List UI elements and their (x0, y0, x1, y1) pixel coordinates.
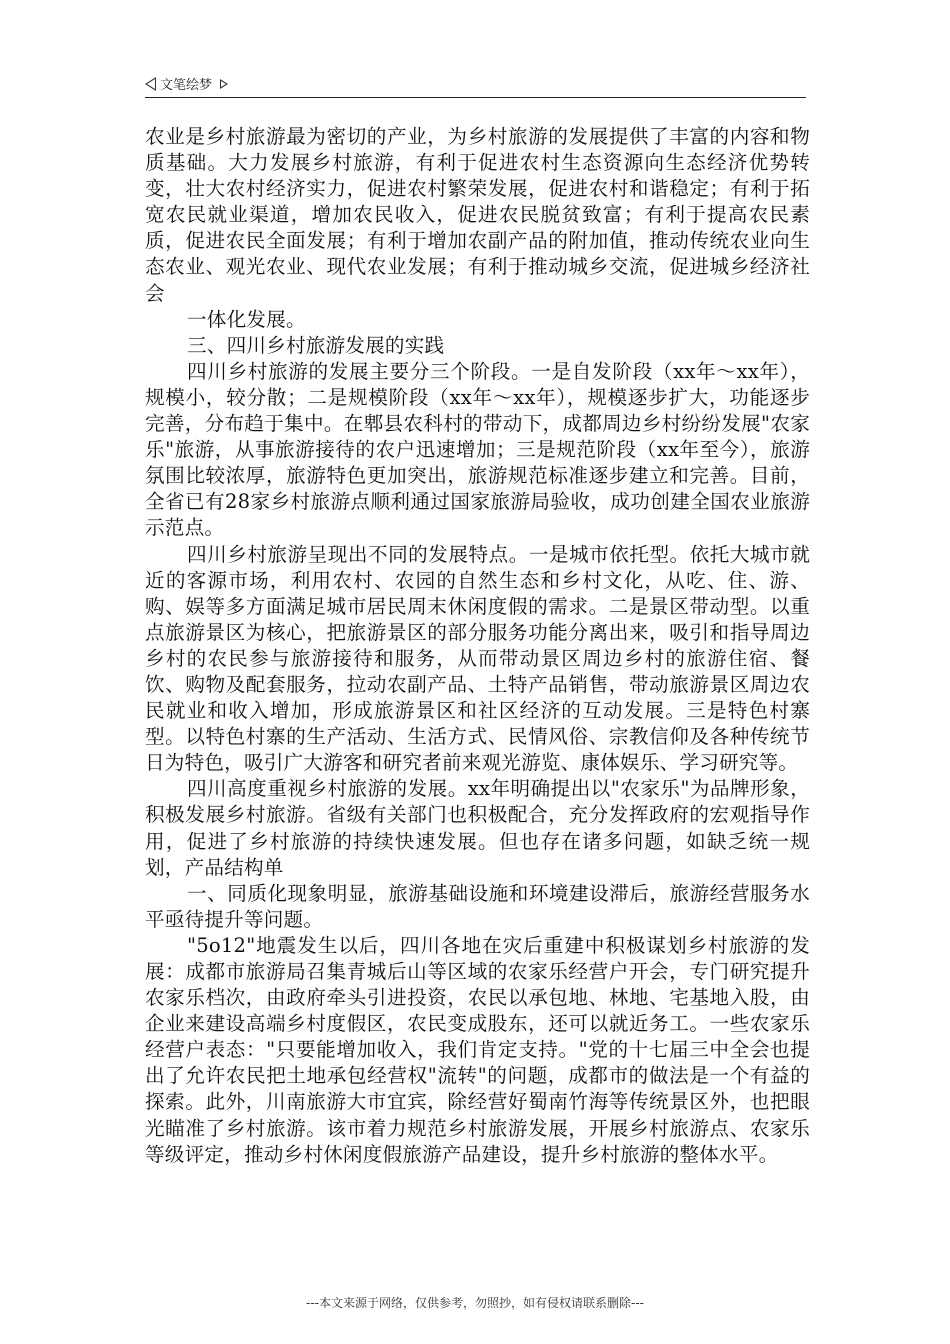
triangle-left-icon (145, 77, 156, 91)
header-divider (145, 97, 806, 98)
paragraph: "5o12"地震发生以后，四川各地在灾后重建中积极谋划乡村旅游的发展：成都市旅游局召集青城后山等区域的农家乐经营户开会，专门研究提升农家乐档次，由政府牵头引进投资，农民以承包地、林地、宅基地入股，由企业来建设高端乡村度假区，农民变成股东，还可以就近务工。一些农家乐经营户表态："只要能增加收入，我们肯定支持。"党的十七届三中全会也提出了允许农民把土地承包经营权"流转"的问题，成都市的做法是一个有益的探索。此外，川南旅游大市宜宾，除经营好蜀南竹海等传统景区外，也把眼光瞄准了乡村旅游。该市着力规范乡村旅游发展，开展乡村旅游点、农家乐等级评定，推动乡村休闲度假旅游产品建设，提升乡村旅游的整体水平。 (145, 933, 810, 1166)
paragraph: 一、同质化现象明显，旅游基础设施和环境建设滞后，旅游经营服务水平亟待提升等问题。 (145, 881, 810, 931)
paragraph: 农业是乡村旅游最为密切的产业，为乡村旅游的发展提供了丰富的内容和物质基础。大力发展乡村旅游，有利于促进农村生态资源向生态经济优势转变，壮大农村经济实力，促进农村繁荣发展，促进农村和谐稳定；有利于拓宽农民就业渠道，增加农民收入，促进农民脱贫致富；有利于提高农民素质，促进农民全面发展；有利于增加农副产品的附加值，推动传统农业向生态农业、观光农业、现代农业发展；有利于推动城乡交流，促进城乡经济社会 (145, 125, 810, 305)
paragraph: 四川高度重视乡村旅游的发展。xx年明确提出以"农家乐"为品牌形象，积极发展乡村旅游。省级有关部门也积极配合，充分发挥政府的宏观指导作用，促进了乡村旅游的持续快速发展。但也存在诸多问题，如缺乏统一规划，产品结构单 (145, 777, 810, 879)
paragraph: 四川乡村旅游的发展主要分三个阶段。一是自发阶段（xx年～xx年），规模小，较分散；二是规模阶段（xx年～xx年），规模逐步扩大，功能逐步完善，分布趋于集中。在郫县农科村的带动下，成都周边乡村纷纷发展"农家乐"旅游，从事旅游接待的农户迅速增加；三是规范阶段（xx年至今），旅游氛围比较浓厚，旅游特色更加突出，旅游规范标准逐步建立和完善。目前，全省已有28家乡村旅游点顺利通过国家旅游局验收，成功创建全国农业旅游示范点。 (145, 359, 810, 540)
section-heading: 三、四川乡村旅游发展的实践 (187, 333, 445, 357)
paragraph: 一体化发展。 (187, 307, 306, 331)
paragraph: 四川乡村旅游呈现出不同的发展特点。一是城市依托型。依托大城市就近的客源市场，利用农村、农园的自然生态和乡村文化，从吃、住、游、购、娱等多方面满足城市居民周末休闲度假的需求。二是景区带动型。以重点旅游景区为核心，把旅游景区的部分服务功能分离出来，吸引和指导周边乡村的农民参与旅游接待和服务，从而带动景区周边乡村的旅游住宿、餐饮、购物及配套服务，拉动农副产品、土特产品销售，带动旅游景区周边农民就业和收入增加，形成旅游景区和社区经济的互动发展。三是特色村寨型。以特色村寨的生产活动、生活方式、民情风俗、宗教信仰及各种传统节日为特色，吸引广大游客和研究者前来观光游览、康体娱乐、学习研究等。 (145, 542, 810, 775)
triangle-right-icon (220, 79, 228, 89)
page-footer: ---本文来源于网络，仅供参考，勿照抄，如有侵权请联系删除--- (306, 1296, 644, 1310)
document-body (145, 124, 810, 1168)
page-header (145, 74, 805, 96)
header-brand: 文笔绘梦 (160, 78, 213, 93)
